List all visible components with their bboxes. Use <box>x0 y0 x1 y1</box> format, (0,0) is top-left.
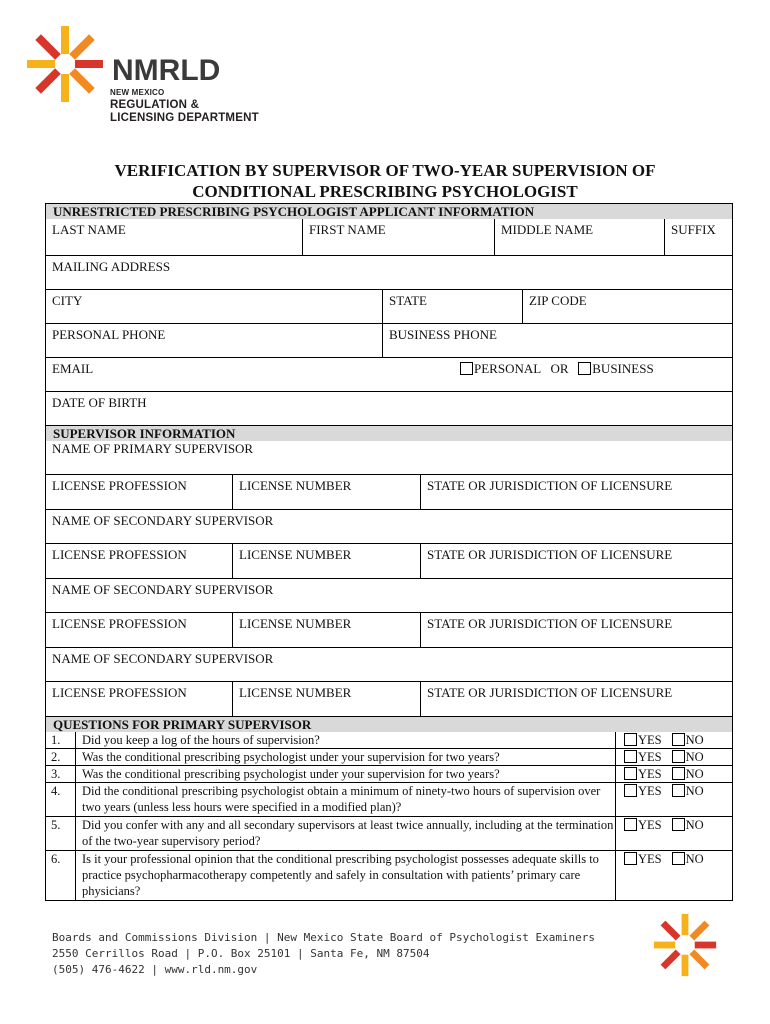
no-label: NO <box>685 733 704 747</box>
yes-label: YES <box>638 750 662 764</box>
zip-code-field[interactable]: ZIP CODE <box>522 290 732 323</box>
no-label: NO <box>685 750 704 764</box>
footer-line1: Boards and Commissions Division | New Mexico State Board of Psychologist Examiners <box>52 931 596 944</box>
svg-text:NMRLD: NMRLD <box>112 54 221 87</box>
question-answer <box>616 766 732 782</box>
yes-checkbox[interactable] <box>624 852 637 865</box>
question-number: 5. <box>46 817 76 850</box>
yes-checkbox[interactable] <box>624 818 637 831</box>
personal-phone-field[interactable]: PERSONAL PHONE <box>52 327 166 342</box>
yes-checkbox[interactable] <box>624 784 637 797</box>
suffix-field[interactable]: SUFFIX <box>664 219 732 255</box>
applicant-heading: UNRESTRICTED PRESCRIBING PSYCHOLOGIST APPLICANT INFORMATION <box>46 204 732 219</box>
no-label: NO <box>685 852 704 866</box>
license-profession-field[interactable]: LICENSE PROFESSION <box>52 685 187 700</box>
no-checkbox[interactable] <box>672 733 685 746</box>
yes-label: YES <box>638 733 662 747</box>
yes-checkbox[interactable] <box>624 733 637 746</box>
question-row <box>46 749 732 766</box>
question-number: 6. <box>46 851 76 900</box>
question-number: 2. <box>46 749 76 765</box>
supervisor-heading: SUPERVISOR INFORMATION <box>46 426 732 441</box>
org-line3: LICENSING DEPARTMENT <box>110 112 259 124</box>
license-profession-field[interactable]: LICENSE PROFESSION <box>52 547 187 562</box>
yes-label: YES <box>638 818 662 832</box>
primary-supervisor-name-field[interactable]: NAME OF PRIMARY SUPERVISOR <box>52 441 254 456</box>
date-of-birth-field[interactable]: DATE OF BIRTH <box>52 395 147 410</box>
question-text: Was the conditional prescribing psychologist under your supervision for two years? <box>76 766 616 782</box>
no-checkbox[interactable] <box>672 784 685 797</box>
email-type <box>452 358 732 391</box>
secondary-supervisor-name-field[interactable]: NAME OF SECONDARY SUPERVISOR <box>52 651 274 666</box>
title-line2: CONDITIONAL PRESCRIBING PSYCHOLOGIST <box>192 182 578 201</box>
business-label: BUSINESS <box>592 361 654 376</box>
middle-name-field[interactable]: MIDDLE NAME <box>494 219 664 255</box>
license-number-field[interactable]: LICENSE NUMBER <box>232 682 420 716</box>
license-number-field[interactable]: LICENSE NUMBER <box>232 544 420 578</box>
questions-list <box>46 732 732 901</box>
personal-checkbox[interactable] <box>460 362 473 375</box>
question-text: Was the conditional prescribing psychologist under your supervision for two years? <box>76 749 616 765</box>
license-profession-field[interactable]: LICENSE PROFESSION <box>52 478 187 493</box>
form-title <box>0 160 770 202</box>
question-text: Is it your professional opinion that the conditional prescribing psychologist possesses adequate skills to practice psychopharmacotherapy competently and safely in consultation with patients’ primary care physicians? <box>76 851 616 900</box>
question-row <box>46 851 732 901</box>
question-row <box>46 732 732 749</box>
starburst-icon <box>27 26 103 102</box>
question-row <box>46 817 732 851</box>
or-label: OR <box>550 361 569 376</box>
license-number-field[interactable]: LICENSE NUMBER <box>232 475 420 509</box>
secondary-supervisor-name-field[interactable]: NAME OF SECONDARY SUPERVISOR <box>52 582 274 597</box>
first-name-field[interactable]: FIRST NAME <box>302 219 494 255</box>
question-answer <box>616 783 732 816</box>
no-checkbox[interactable] <box>672 750 685 763</box>
city-field[interactable]: CITY <box>52 293 83 308</box>
jurisdiction-field[interactable]: STATE OR JURISDICTION OF LICENSURE <box>420 613 732 647</box>
yes-label: YES <box>638 852 662 866</box>
org-line2: REGULATION & <box>110 99 200 111</box>
jurisdiction-field[interactable]: STATE OR JURISDICTION OF LICENSURE <box>420 475 732 509</box>
yes-checkbox[interactable] <box>624 750 637 763</box>
mailing-address-field[interactable]: MAILING ADDRESS <box>52 259 171 274</box>
state-field[interactable]: STATE <box>382 290 522 323</box>
question-answer <box>616 817 732 850</box>
question-answer <box>616 749 732 765</box>
question-text: Did you keep a log of the hours of supervision? <box>76 732 616 748</box>
personal-label: PERSONAL <box>474 361 541 376</box>
footer-starburst-icon <box>650 910 720 980</box>
question-row <box>46 783 732 817</box>
questions-heading: QUESTIONS FOR PRIMARY SUPERVISOR <box>46 717 732 732</box>
footer-line3: (505) 476-4622 | www.rld.nm.gov <box>52 963 258 976</box>
question-text: Did you confer with any and all secondary supervisors at least twice annually, including at the termination of the two-year supervisory period? <box>76 817 616 850</box>
no-label: NO <box>685 818 704 832</box>
no-checkbox[interactable] <box>672 818 685 831</box>
verification-form <box>45 203 733 901</box>
yes-label: YES <box>638 784 662 798</box>
jurisdiction-field[interactable]: STATE OR JURISDICTION OF LICENSURE <box>420 544 732 578</box>
email-field[interactable]: EMAIL <box>52 361 94 376</box>
no-checkbox[interactable] <box>672 767 685 780</box>
question-row <box>46 766 732 783</box>
footer <box>52 930 595 978</box>
org-line1: NEW MEXICO <box>110 88 165 97</box>
no-label: NO <box>685 767 704 781</box>
business-phone-field[interactable]: BUSINESS PHONE <box>382 324 732 357</box>
license-number-field[interactable]: LICENSE NUMBER <box>232 613 420 647</box>
question-text: Did the conditional prescribing psychologist obtain a minimum of ninety-two hours of supervision over two years (unless less hours were specified in a modified plan)? <box>76 783 616 816</box>
license-profession-field[interactable]: LICENSE PROFESSION <box>52 616 187 631</box>
business-checkbox[interactable] <box>578 362 591 375</box>
footer-line2: 2550 Cerrillos Road | P.O. Box 25101 | Santa Fe, NM 87504 <box>52 947 430 960</box>
question-number: 4. <box>46 783 76 816</box>
question-number: 3. <box>46 766 76 782</box>
question-number: 1. <box>46 732 76 748</box>
last-name-field[interactable]: LAST NAME <box>52 222 126 237</box>
secondary-supervisor-name-field[interactable]: NAME OF SECONDARY SUPERVISOR <box>52 513 274 528</box>
question-answer <box>616 732 732 748</box>
yes-label: YES <box>638 767 662 781</box>
no-checkbox[interactable] <box>672 852 685 865</box>
no-label: NO <box>685 784 704 798</box>
yes-checkbox[interactable] <box>624 767 637 780</box>
title-line1: VERIFICATION BY SUPERVISOR OF TWO-YEAR SUPERVISION OF <box>114 161 656 180</box>
org-name <box>110 86 259 125</box>
question-answer <box>616 851 732 900</box>
jurisdiction-field[interactable]: STATE OR JURISDICTION OF LICENSURE <box>420 682 732 716</box>
